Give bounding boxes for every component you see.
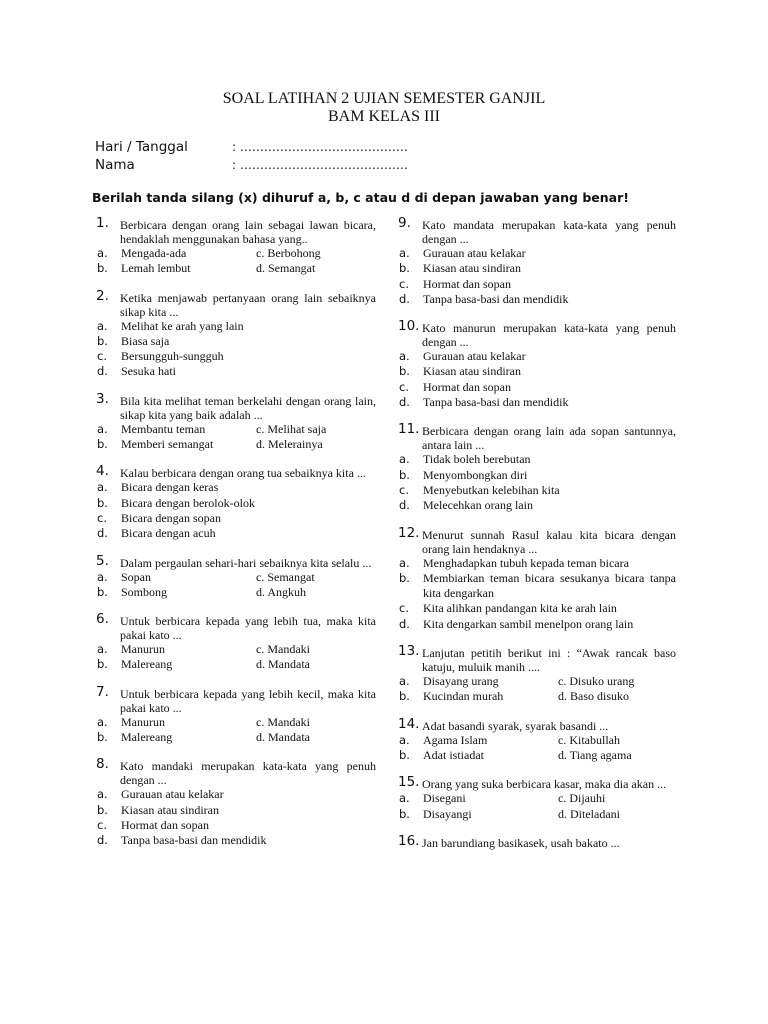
option-b[interactable]: b. Kiasan atau sindiran xyxy=(399,364,521,379)
option-c[interactable]: c. Mandaki xyxy=(256,642,310,657)
option-a[interactable]: a. Melihat ke arah yang lain xyxy=(97,318,244,333)
question-text: Jan barundiang basikasek, usah bakato ... xyxy=(422,835,620,850)
question-1 xyxy=(96,215,376,277)
option-a[interactable]: a. Agama Islam xyxy=(399,732,488,747)
option-a[interactable]: a. Manurun xyxy=(97,714,165,729)
question-number: 2. xyxy=(96,287,109,304)
option-c[interactable]: c. Kitabullah xyxy=(558,732,620,747)
question-number: 11. xyxy=(398,421,420,438)
question-number: 10. xyxy=(398,318,420,335)
question-number: 9. xyxy=(398,215,411,231)
option-c[interactable]: c. Melihat saja xyxy=(256,421,327,436)
option-c[interactable]: c. Hormat dan sopan xyxy=(399,276,511,291)
question-text: Menurut sunnah Rasul kalau kita bicara dengan orang lain hendaknya ... xyxy=(422,527,676,556)
option-d[interactable]: d. Semangat xyxy=(256,261,316,276)
question-text: Lanjutan petitih berikut ini : “Awak rancak baso katuju, muluik manih .... xyxy=(422,646,676,675)
option-b[interactable]: b. Menyombongkan diri xyxy=(399,467,528,482)
question-number: 6. xyxy=(96,611,109,628)
date-label: Hari / Tanggal xyxy=(95,139,188,155)
question-number: 14. xyxy=(398,715,420,732)
question-3 xyxy=(96,390,376,453)
question-text: Berbicara dengan orang lain ada sopan santunnya, antara lain ... xyxy=(422,424,676,453)
option-d[interactable]: d. Tanpa basa-basi dan mendidik xyxy=(399,291,569,306)
option-d[interactable]: d. Mandata xyxy=(256,657,310,672)
option-b[interactable]: b. Kucindan murah xyxy=(399,689,504,704)
option-d[interactable]: d. Baso disuko xyxy=(558,689,630,704)
option-a[interactable]: a. Menghadapkan tubuh kepada teman bicara xyxy=(399,555,629,570)
option-d[interactable]: d. Angkuh xyxy=(256,584,307,599)
option-b[interactable]: b. Bicara dengan berolok-olok xyxy=(97,495,255,510)
question-text: Adat basandi syarak, syarak basandi ... xyxy=(422,718,609,733)
question-number: 7. xyxy=(96,683,109,700)
question-6 xyxy=(96,611,376,673)
question-11 xyxy=(398,421,676,513)
question-9 xyxy=(398,215,676,307)
question-number: 5. xyxy=(96,552,109,569)
option-d[interactable]: d. Diteladani xyxy=(558,806,620,821)
page-subtitle: BAM KELAS III xyxy=(328,108,440,125)
option-d[interactable]: d. Sesuka hati xyxy=(97,364,176,379)
question-4 xyxy=(96,463,376,541)
name-field: : …………………………………… xyxy=(232,158,408,172)
option-c[interactable]: c. Kita alihkan pandangan kita ke arah lain xyxy=(399,601,617,616)
option-b[interactable]: b. Kiasan atau sindiran xyxy=(97,802,219,817)
question-number: 16. xyxy=(398,832,420,849)
date-field: : …………………………………… xyxy=(232,140,408,154)
option-c[interactable]: c. Bicara dengan sopan xyxy=(97,510,221,525)
option-b[interactable]: b. Kiasan atau sindiran xyxy=(399,261,521,276)
question-text: Dalam pergaulan sehari-hari sebaiknya kita selalu ... xyxy=(120,555,372,570)
question-13 xyxy=(398,643,676,705)
question-10 xyxy=(398,318,676,410)
option-a[interactable]: a. Manurun xyxy=(97,642,165,657)
question-text: Ketika menjawab pertanyaan orang lain sebaiknya sikap kita ... xyxy=(120,290,376,319)
option-a[interactable]: a. Mengada-ada xyxy=(97,246,187,260)
question-text: Bila kita melihat teman berkelahi dengan orang lain, sikap kita yang baik adalah ... xyxy=(120,393,376,422)
option-d[interactable]: d. Tiang agama xyxy=(558,747,632,762)
option-d[interactable]: d. Kita dengarkan sambil menelpon orang lain xyxy=(399,616,634,631)
option-c[interactable]: c. Menyebutkan kelebihan kita xyxy=(399,482,560,497)
option-c[interactable]: c. Dijauhi xyxy=(558,791,606,806)
option-a[interactable]: a. Tidak boleh berebutan xyxy=(399,452,531,467)
name-label: Nama xyxy=(95,157,135,173)
option-d[interactable]: d. Bicara dengan acuh xyxy=(97,526,216,541)
option-a[interactable]: a. Sopan xyxy=(97,569,151,584)
option-a[interactable]: a. Gurauan atau kelakar xyxy=(399,349,526,364)
question-text: Orang yang suka berbicara kasar, maka dia akan ... xyxy=(422,777,667,792)
question-text: Berbicara dengan orang lain sebagai lawan bicara, hendaklah menggunakan bahasa yang.. xyxy=(120,218,376,246)
option-b[interactable]: b. Biasa saja xyxy=(97,333,170,348)
question-number: 12. xyxy=(398,524,420,541)
option-c[interactable]: c. Bersungguh-sungguh xyxy=(97,349,224,364)
option-c[interactable]: c. Mandaki xyxy=(256,714,310,729)
question-number: 8. xyxy=(96,756,109,773)
option-c[interactable]: c. Hormat dan sopan xyxy=(97,817,209,832)
option-b[interactable]: b. Memberi semangat xyxy=(97,437,214,452)
option-b[interactable]: b. Lemah lembut xyxy=(97,261,191,276)
option-b[interactable]: b. Malereang xyxy=(97,657,173,672)
question-number: 4. xyxy=(96,463,109,480)
question-number: 1. xyxy=(96,215,109,231)
option-d[interactable]: d. Melerainya xyxy=(256,437,323,452)
question-14 xyxy=(398,715,676,764)
option-a[interactable]: a. Gurauan atau kelakar xyxy=(97,787,224,802)
question-2 xyxy=(96,287,376,380)
questions-right-column xyxy=(398,215,676,864)
question-text: Untuk berbicara kepada yang lebih tua, maka kita pakai kato ... xyxy=(120,614,376,643)
question-12 xyxy=(398,524,676,632)
option-b[interactable]: b. Sombong xyxy=(97,584,168,599)
question-16 xyxy=(398,832,676,850)
option-a[interactable]: a. Membantu teman xyxy=(97,421,206,436)
question-text: Kato mandaki merupakan kata-kata yang penuh dengan ... xyxy=(120,759,376,788)
option-b[interactable]: b. Disayangi xyxy=(399,806,472,821)
option-a[interactable]: a. Disayang urang xyxy=(399,674,499,689)
option-c[interactable]: c. Semangat xyxy=(256,569,315,584)
option-c[interactable]: c. Berbohong xyxy=(256,246,321,260)
option-a[interactable]: a. Bicara dengan keras xyxy=(97,480,219,495)
question-number: 3. xyxy=(96,390,109,407)
instruction: Berilah tanda silang (x) dihuruf a, b, c atau d di depan jawaban yang benar! xyxy=(92,190,629,205)
option-b[interactable]: b. Malereang xyxy=(97,730,173,745)
question-number: 15. xyxy=(398,774,420,791)
question-text: Kato manurun merupakan kata-kata yang penuh dengan ... xyxy=(422,321,676,350)
page-title: SOAL LATIHAN 2 UJIAN SEMESTER GANJIL xyxy=(222,90,546,107)
question-8 xyxy=(96,756,376,848)
option-d[interactable]: d. Mandata xyxy=(256,730,310,745)
option-a[interactable]: a. Disegani xyxy=(399,791,466,806)
question-text: Untuk berbicara kepada yang lebih kecil, maka kita pakai kato ... xyxy=(120,686,376,715)
option-b[interactable]: b. Membiarkan teman bicara sesukanya bicara tanpa kita dengarkan xyxy=(399,570,676,601)
question-text: Kalau berbicara dengan orang tua sebaiknya kita ... xyxy=(120,466,366,481)
option-d[interactable]: d. Tanpa basa-basi dan mendidik xyxy=(97,833,267,848)
option-c[interactable]: c. Hormat dan sopan xyxy=(399,379,511,394)
option-c[interactable]: c. Disuko urang xyxy=(558,674,635,689)
option-d[interactable]: d. Melecehkan orang lain xyxy=(399,498,533,513)
question-text: Kato mandata merupakan kata-kata yang penuh dengan ... xyxy=(422,218,676,246)
questions-left-column xyxy=(96,215,376,863)
option-a[interactable]: a. Gurauan atau kelakar xyxy=(399,246,526,260)
question-7 xyxy=(96,683,376,746)
option-d[interactable]: d. Tanpa basa-basi dan mendidik xyxy=(399,395,569,410)
question-5 xyxy=(96,552,376,601)
question-number: 13. xyxy=(398,643,420,660)
question-15 xyxy=(398,774,676,822)
option-b[interactable]: b. Adat istiadat xyxy=(399,747,484,762)
